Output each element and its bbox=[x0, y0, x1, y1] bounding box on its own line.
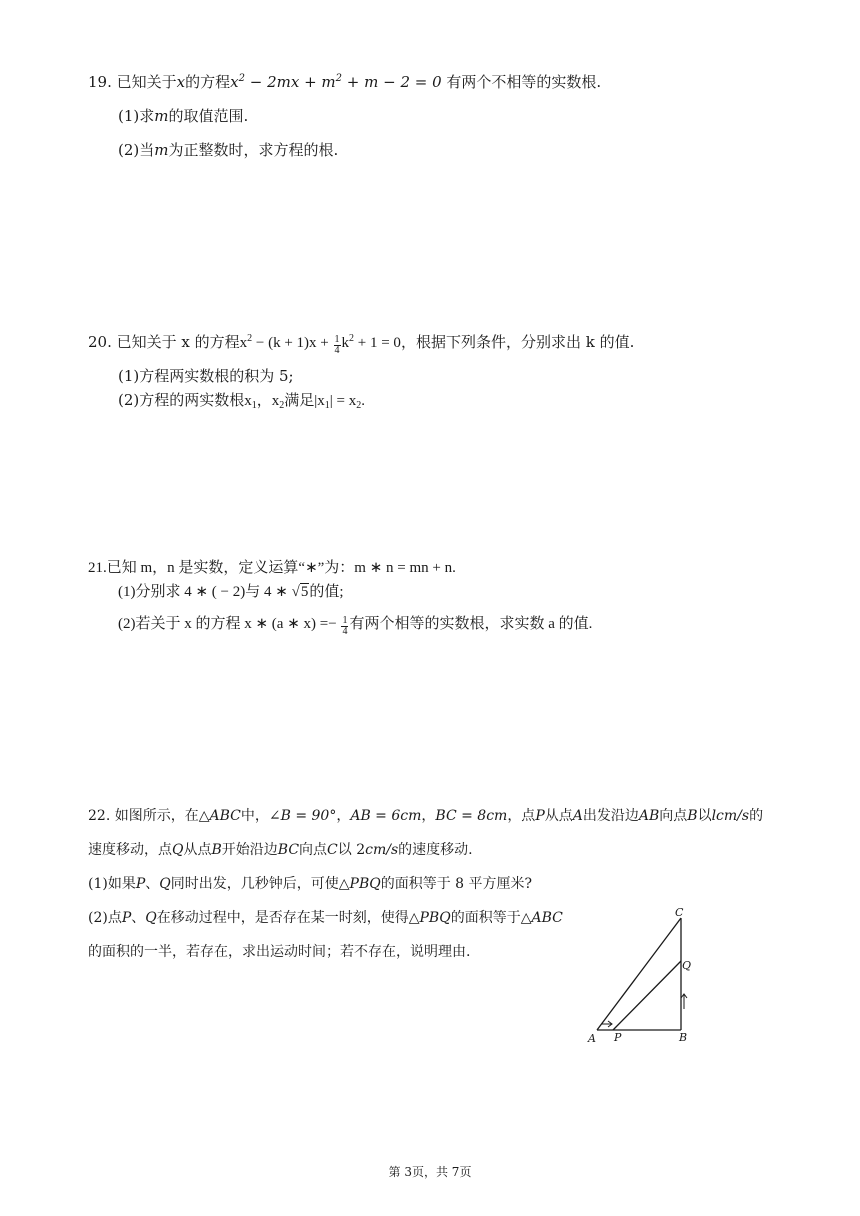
q20-p2-math-part: x bbox=[271, 393, 280, 409]
q22-math: A bbox=[572, 808, 583, 824]
q20-eq-part: + 1 = 0 bbox=[354, 335, 401, 351]
q22-p2-text: 在移动过程中，是否存在某一时刻，使得△ bbox=[156, 910, 420, 926]
q20-text: ，根据下列条件，分别求出 k 的值. bbox=[400, 333, 635, 351]
q22-math: Q bbox=[159, 876, 171, 892]
q20-part1 bbox=[118, 366, 294, 386]
sqrt-radicand: 5 bbox=[300, 584, 309, 600]
q22-part2 bbox=[88, 908, 563, 928]
q20-eq-part: x bbox=[239, 335, 248, 351]
q22-line1 bbox=[88, 806, 763, 826]
q22-text: 开始沿边 bbox=[221, 842, 278, 858]
q20-p2-sub: 2 bbox=[356, 400, 362, 411]
q22-text: 22. 如图所示，在△ bbox=[88, 808, 210, 824]
q19-eq-part: + m − 2 = 0 bbox=[342, 73, 442, 91]
label-c: C bbox=[675, 906, 684, 919]
q19-p2-var: m bbox=[154, 141, 169, 159]
label-q: Q bbox=[682, 959, 692, 972]
q22-text: 速度移动，点 bbox=[88, 842, 172, 858]
q22-p1-text: 同时出发，几秒钟后，可使△ bbox=[170, 876, 350, 892]
q21-p2-text: 有两个相等的实数根，求实数 a 的值. bbox=[349, 616, 593, 632]
q20-p2-sub: 1 bbox=[251, 400, 257, 411]
q20-p2-text: 满足 bbox=[284, 391, 315, 409]
q22-part2-cont bbox=[88, 942, 470, 962]
q19-stem bbox=[88, 72, 601, 92]
q19-p1-var: m bbox=[154, 107, 169, 125]
q22-line2 bbox=[88, 840, 473, 860]
q20-part2 bbox=[118, 390, 365, 411]
q19-p2-text: 当 bbox=[139, 141, 155, 159]
q19-p2-text: 为正整数时，求方程的根. bbox=[168, 141, 339, 159]
q22-math: C bbox=[327, 842, 338, 858]
question-number: 20. bbox=[88, 333, 112, 351]
q19-equation bbox=[230, 73, 442, 91]
q22-p1-text: 的面积等于 8 平方厘米? bbox=[380, 876, 533, 892]
q20-p2-math bbox=[272, 393, 285, 409]
q21-part1 bbox=[118, 582, 343, 602]
q21-text: 21.已知 m，n 是实数，定义运算“∗”为：m ∗ n = mn + n. bbox=[88, 560, 456, 576]
question-number: 19. bbox=[88, 73, 112, 91]
q20-stem bbox=[88, 332, 634, 356]
triangle-figure bbox=[585, 905, 715, 1045]
label-a: A bbox=[588, 1032, 596, 1045]
q22-text: 以 2 bbox=[337, 842, 366, 858]
q22-p2-text: 的面积等于△ bbox=[450, 910, 532, 926]
q19-eq-part: x bbox=[230, 73, 239, 91]
q22-math: P bbox=[121, 910, 132, 926]
q19-text: 有两个不相等的实数根. bbox=[441, 73, 602, 91]
q20-p2-math-part: |x bbox=[314, 393, 325, 409]
q22-text: 出发沿边 bbox=[582, 808, 639, 824]
q22-part1 bbox=[88, 874, 532, 894]
q22-math: Q bbox=[172, 842, 184, 858]
q20-p1-text: (1)方程两实数根的积为 5; bbox=[118, 367, 294, 385]
q21-stem bbox=[88, 558, 456, 578]
q19-p1-text: 求 bbox=[139, 107, 155, 125]
q20-eq-part: − (k + 1)x + bbox=[252, 335, 333, 351]
q22-math: ABC bbox=[531, 910, 563, 926]
q22-text: ， bbox=[336, 808, 351, 824]
q22-p2-text: 、 bbox=[131, 910, 146, 926]
q22-text: 的速度移动. bbox=[398, 842, 473, 858]
q19-var-x: x bbox=[176, 73, 186, 91]
label-p: P bbox=[614, 1031, 622, 1044]
q19-p1-text: 的取值范围. bbox=[168, 107, 249, 125]
q22-math: B bbox=[687, 808, 698, 824]
q20-text: 已知关于 x 的方程 bbox=[116, 333, 240, 351]
q22-math: ABC bbox=[209, 808, 241, 824]
q22-math: PBQ bbox=[349, 876, 381, 892]
q20-p2-sub: 2 bbox=[279, 400, 285, 411]
q22-text: 以 bbox=[697, 808, 712, 824]
q22-math: PBQ bbox=[419, 910, 451, 926]
q22-p2-text: 的面积的一半，若存在，求出运动时间；若不存在，说明理由. bbox=[88, 944, 471, 960]
q19-eq-exp: 2 bbox=[238, 73, 245, 84]
q19-text: 已知关于 bbox=[116, 73, 177, 91]
q20-p2-math-part: . bbox=[361, 393, 366, 409]
q20-p2-text: (2)方程的两实数根 bbox=[118, 391, 245, 409]
arrow-up-icon bbox=[681, 994, 687, 1009]
q20-p2-math-part: | = x bbox=[329, 393, 357, 409]
fraction-denominator: 4 bbox=[342, 626, 348, 637]
q20-p2-math-part: x bbox=[244, 393, 252, 409]
q22-math: AB bbox=[638, 808, 660, 824]
q20-eq-exp: 2 bbox=[247, 333, 253, 344]
q22-math: BC bbox=[277, 842, 300, 858]
q22-math: AB = 6cm bbox=[350, 808, 422, 824]
q20-p2-math bbox=[314, 393, 365, 409]
q22-text: ， bbox=[421, 808, 436, 824]
q22-math: P bbox=[535, 808, 545, 824]
q20-p2-math bbox=[244, 393, 257, 409]
sqrt-symbol: √5 bbox=[291, 584, 309, 600]
q21-fraction bbox=[341, 616, 348, 637]
part-label: (2) bbox=[118, 141, 140, 159]
q21-part2 bbox=[118, 614, 592, 637]
page-footer: 第 3页，共 7页 bbox=[388, 1165, 472, 1179]
q20-eq-part: k bbox=[341, 335, 350, 351]
q20-p2-sub: 1 bbox=[324, 400, 330, 411]
q22-math: B bbox=[211, 842, 222, 858]
q19-part2 bbox=[118, 140, 338, 160]
q21-p1-text: 的值; bbox=[309, 584, 344, 600]
q22-text: 向点 bbox=[299, 842, 328, 858]
q19-eq-exp: 2 bbox=[335, 73, 343, 84]
label-b: B bbox=[679, 1031, 688, 1044]
q22-text: 的 bbox=[749, 808, 764, 824]
q21-p2-text: (2)若关于 x 的方程 x ∗ (a ∗ x) =− bbox=[118, 616, 341, 632]
fraction-denominator: 4 bbox=[334, 345, 340, 356]
fraction-numerator: 1 bbox=[342, 615, 348, 626]
q22-math: ∠B = 90° bbox=[268, 808, 337, 824]
q22-math: BC = 8cm bbox=[435, 808, 508, 824]
q19-eq-part: − 2mx + m bbox=[244, 73, 336, 91]
q20-p2-text: ， bbox=[256, 391, 272, 409]
part-label: (1) bbox=[118, 107, 140, 125]
q22-math: cm/s bbox=[365, 842, 399, 858]
q22-math: P bbox=[135, 876, 146, 892]
q20-fraction bbox=[334, 335, 341, 356]
q22-p1-text: (1)如果 bbox=[88, 876, 136, 892]
q22-p1-text: 、 bbox=[145, 876, 160, 892]
q22-math: lcm/s bbox=[711, 808, 750, 824]
q22-text: 从点 bbox=[183, 842, 212, 858]
fraction-numerator: 1 bbox=[334, 334, 340, 345]
q22-text: 从点 bbox=[544, 808, 573, 824]
q19-text: 的方程 bbox=[185, 73, 231, 91]
q19-part1 bbox=[118, 106, 248, 126]
q22-text: 中， bbox=[240, 808, 269, 824]
q22-math: Q bbox=[145, 910, 157, 926]
q22-text: 向点 bbox=[659, 808, 688, 824]
q22-text: ，点 bbox=[507, 808, 536, 824]
q22-p2-text: (2)点 bbox=[88, 910, 122, 926]
q20-eq-exp: 2 bbox=[349, 333, 355, 344]
q20-equation bbox=[239, 333, 401, 356]
q21-p1-text: (1)分别求 4 ∗ ( − 2)与 4 ∗ bbox=[118, 584, 292, 600]
